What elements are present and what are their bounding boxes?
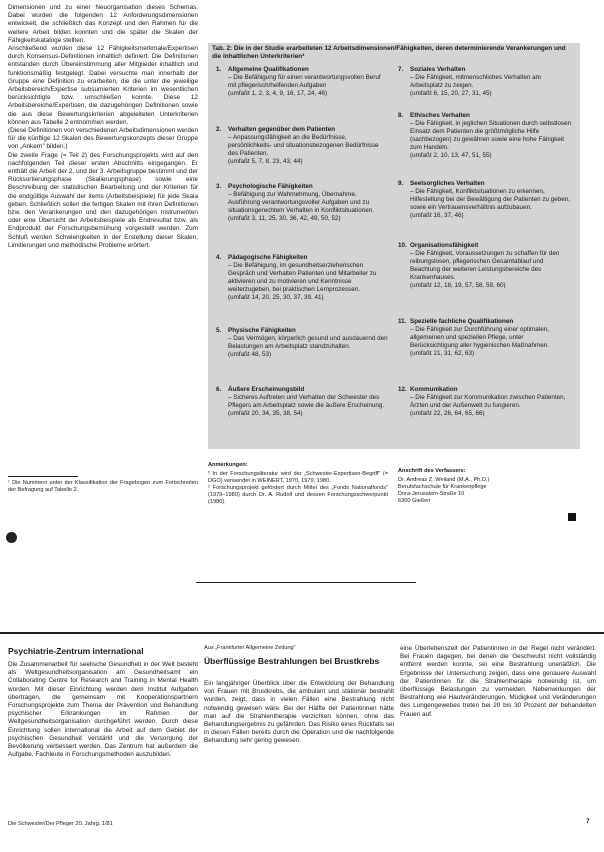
article1-body: Die Zusammenarbeit für seelische Gesundheit in der Welt besteht als Weltgesundheitsorganisation am Gesundheitsamt ein Collaborating Centre for Research and Training in Mental Health worden. Mit dieser Einrichtung werden dem Institut Aufgaben übertragen, die gemeinsam mit Kooperationspartnern Forschungsprojekte zum Thema der Prävention und Behandlung psychischer Erkrankungen im Rahmen der Weltgesundheitsorganisation durchgeführt werden. Durch diese Einrichtung sollen international die Arbeit auf dem Gebiet der psychischen Gesundheit verstärkt und die Versorgung der Bevölkerung verbessert werden. Das Zentrum hat außerdem die Aufgabe, Fachleute in Forschungsmethoden auszubilden. (8, 661, 198, 759)
table-item (216, 126, 390, 166)
article1-headline: Psychiatrie-Zentrum international (8, 646, 144, 656)
item-description: – Die Befähigung für einen verantwortungsvollen Beruf mit pflegerisch/helfenden Aufgaben (228, 73, 381, 89)
item-ref: (umfaßt 1, 2, 3, 4, 9, 16, 17, 24, 46) (228, 89, 328, 97)
footnote-rule (8, 476, 78, 477)
item-heading: Organisationsfähigkeit (410, 242, 479, 249)
table-title: Tab. 2: Die in der Studie erarbeiteten 12 Arbeitsdimensionen/Fähigkeiten, deren determinierende Verankerungen und die inhaltlichen Unterkriterien² (212, 45, 566, 60)
left-paragraph: Anschließend wurden diese 12 Fähigkeitsmerkmale/Expertisen durch Konsensus-Definitionen inhaltlich definiert. Die Definitionen entstanden durch Übereinstimmung aller Mitglieder inhaltlich und funktionsmäßig festgelegt. Dabei versuchte man innerhalb der Gruppe eine Definition zu erarbeiten, die die unter die jeweilige Arbeitsbereich/Expertise subsumierten Kriterien im wesentlichen berücksichtigte bzw. umschließen konnte. Diese 12 Arbeitsbereiche/Expertisen, die dazugehörigen Definitionen sowie die aus diese Bewertungskriterien abgeleiteten Unterkriterien können aus Tabelle 2 entnommen werden. (8, 45, 198, 126)
article2-body: Ein langjähriger Überblick über die Entwicklung der Behandlung von Frauen mit Brustkrebs, die ambulant und stationär bestrahlt wurden, zeigt, dass in vielen Fällen eine Bestrahlung nicht notwendig gewesen wäre. Bei der Hälfte der Patientinnen hätte man auf die Strahlentherapie verzichten können, ohne das Behandlungsergebnis zu gefährden. Das Risiko eines Rückfalls sei in diesen Fällen bereits durch die Operation und die nachfolgende Behandlung sehr gering gewesen. (204, 680, 394, 745)
notes-heading: Anmerkungen: (208, 462, 248, 468)
item-heading: Seelsorgliches Verhalten (410, 180, 485, 187)
item-description: – Die Fähigkeit, in jeglichen Situationen durch selbstlosen Einsatz dem Patienten die größtmögliche Hilfe (sachbezogen) zu gewähren sowie eine hohe Fähigkeit zum Handeln. (410, 119, 572, 151)
item-number: 5. (216, 327, 222, 334)
item-description: – Die Fähigkeit zur Kommunikation zwischen Patienten, Ärzten und der Außenwelt zu fungieren. (410, 393, 566, 409)
item-ref: (umfaßt 20, 34, 35, 38, 54) (228, 409, 303, 417)
item-ref: (umfaßt 21, 31, 62, 63) (410, 349, 475, 357)
table-item (216, 327, 390, 359)
item-ref: (umfaßt 48, 53) (228, 350, 272, 358)
table-item (398, 180, 572, 220)
left-paragraph: (Diese Definitionen von verschiedenen Arbeitsdimensionen werden für die künftige 12 Skalen des Bewertungskonzepts dieser Gruppe von „Ankern" bilden.) (8, 127, 198, 151)
item-ref: (umfaßt 22, 26, 64, 65, 66) (410, 409, 485, 417)
item-number: 4. (216, 254, 222, 261)
item-ref: (umfaßt 6, 15, 20, 27, 31, 45) (410, 89, 492, 97)
item-heading: Spezielle fachliche Qualifikationen (410, 318, 514, 325)
item-heading: Ethisches Verhalten (410, 112, 470, 119)
item-heading: Soziales Verhalten (410, 66, 466, 73)
item-number: 3. (216, 183, 222, 190)
article2-body-right: eine Überlebenszeit der Patientinnen in der Regel nicht verändert. Bei Frauen dagegen, bei denen die Geschwulst nicht vollständig entfernt werden konnte, sei eine Bestrahlung unerläßlich. Die Ergebnisse der Untersuchung zeigen, dass eine genauere Auswahl der Patientinnen für die Strahlentherapie notwendig ist, um überflüssige Belastungen zu vermeiden. Nebenwirkungen der Bestrahlung wie Hautveränderungen, Müdigkeit und Veränderungen des Lungengewebes treten bei 20 bis 30 Prozent der behandelten Frauen auf. (400, 645, 596, 718)
item-ref: (umfaßt 12, 18, 19, 57, 58, 59, 60) (410, 281, 506, 289)
item-number: 2. (216, 126, 222, 133)
item-description: – Das Vermögen, körperlich gesund und ausdauernd den Belastungen am Arbeitsplatz standzuhalten. (228, 334, 388, 350)
author-heading: Anschrift des Verfassers: (398, 468, 466, 474)
item-description: – Die Fähigkeit zur Durchführung einer optimalen, allgemeinen und speziellen Pflege, unter Berücksichtigung aller hygienischen Maßnahmen. (410, 325, 549, 349)
item-number: 12. (398, 386, 407, 393)
item-heading: Verhalten gegenüber dem Patienten (228, 126, 336, 133)
left-paragraph: Dimensionen und zu einer Neuorganisation dieses Schemas. Dabei wurden die folgenden 12 Anforderungsdimensionen entwickelt, die schließlich das Konzept und den Rahmen für die weitere Arbeit bilden konnten und die später die Skalen der Fähigkeitskataloge stellten. (8, 4, 198, 44)
item-number: 1. (216, 66, 222, 73)
table-item (216, 386, 390, 418)
item-heading: Kommunikation (410, 386, 458, 393)
article2-source: Aus „Frankfurter Allgemeine Zeitung" (204, 645, 296, 651)
item-ref: (umfaßt 14, 20, 25, 30, 37, 39, 41) (228, 293, 324, 301)
item-number: 10. (398, 242, 407, 249)
left-paragraph: Die zweite Frage (= Teil 2) des Forschungsprojekts wird auf den nachfolgenden Teil dieser ersten Abschnitts eingegangen. Er enthält die Arbeit der 2. und der 3. Arbeitsgruppe bestimmt und der Rücksortierungsphase (Skalierungsphase) sowie eine Beschreibung der statistischen Bearbeitung und der Kriterien für die endgültige Auswahl der items (Arbeitsbeispiele) für jede Skala geben. Schließlich sollen die fertigen Skalen mit ihren Definitionen bzw. den Verankerungen und den dazugehörigen Instrumenten oder eine Übersicht der Arbeitsbeispiele als Endresultat bzw. als Endprodukt der Forschungsbemühung vorgestellt werden. Zum Schluß werden Schwierigkeiten in der Erstellung dieser Skalen, Limitierungen und methodische Probleme erörtert. (8, 151, 198, 249)
item-heading: Allgemeine Qualifikationen (228, 66, 309, 73)
item-description: – Die Fähigkeit, Konfliktsituationen zu erkennen, Hilfestellung bei der Bewältigung der Patienten zu geben, sowie ein Vertrauensverhältnis aufzubauen. (410, 187, 570, 211)
table-item (398, 66, 572, 98)
table-item (398, 318, 572, 358)
table-item (216, 183, 390, 223)
table-item (216, 66, 390, 98)
item-number: 8. (398, 112, 404, 119)
item-number: 6. (216, 386, 222, 393)
table-item (216, 254, 390, 301)
left-footnote: ¹ Die Nummern unter der Klassifikation der Fragebogen zum Fortschreiten der Befragung auf Tabelle 2. (8, 480, 198, 493)
item-ref: (umfaßt 5, 7, 8, 23, 43, 44) (228, 157, 303, 165)
left-column (8, 4, 198, 250)
table-item (398, 386, 572, 418)
item-ref: (umfaßt 2, 10, 13, 47, 51, 55) (410, 151, 492, 159)
author-address: Dr. Andreas Z. Weiland (M.A., Ph.D.) Berufsfachschule für Krankenpflege Dora-Jerusalem-Straße 10 6300 Gießen (398, 477, 490, 504)
item-description: – Die Fähigkeit, mitmenschliches Verhalten am Arbeitsplatz zu zeigen. (410, 73, 541, 89)
section-divider (196, 582, 416, 583)
item-heading: Physische Fähigkeiten (228, 327, 296, 334)
item-ref: (umfaßt 3, 11, 25, 30, 36, 42, 49, 50, 52) (228, 214, 341, 222)
table-item (398, 112, 572, 159)
notes-text: ¹ In der Forschungsliteratur wird der „Schwester-Expertisen-Begriff" (= DGO) verwendet in WEINERT, 1970, 1979, 1980. ² Forschungsprojekt gefördert durch Mittel des „Fonds Nationalfonds" (1979–1980) durch Dr. A. Rudolf und dessen Forschungsschwerpunkt (1980). (208, 471, 388, 505)
item-number: 11. (398, 318, 407, 325)
item-ref: (umfaßt 16, 37, 46) (410, 211, 464, 219)
binder-hole (6, 532, 17, 543)
page-number: 7 (586, 818, 590, 825)
footer-publication: Die Schwester/Der Pfleger 20. Jahrg. 1/81 (8, 821, 113, 827)
item-number: 9. (398, 180, 404, 187)
item-description: – Befähigung zur Wahrnehmung, Übernahme, Ausführung verantwortungsvoller Aufgaben und zu situationsgerechtem Verhalten in Konfliktsituationen. (228, 190, 374, 214)
item-description: – Anpassungsfähigkeit an die Bedürfnisse, persönlichkeits- und situationsbezogenen Bedürfnisse des Patienten. (228, 133, 379, 157)
item-description: – Die Fähigkeit, Voraussetzungen zu schaffen für den reibungslosen, pflegerischen Gesamtablauf und Beachtung der weiteren Leistungsbereiche des Krankenhauses. (410, 249, 560, 281)
end-mark-square (568, 513, 576, 521)
item-description: – Sicheres Auftreten und Verhalten der Schwester des Pflegers am Arbeitsplatz sowie die äußere Erscheinung. (228, 393, 385, 409)
table-item (398, 242, 572, 289)
section-divider (0, 632, 604, 634)
item-number: 7. (398, 66, 404, 73)
article2-headline: Überflüssige Bestrahlungen bei Brustkrebs (204, 656, 380, 666)
item-description: – Die Befähigung, im gesundheitserzieherischen Gespräch und Verhalten Patienten und Mitarbeiter zu aktivieren und zu motivieren und Kenntnisse weiterzugeben, bei praktischen Lernprozessen. (228, 261, 377, 293)
item-heading: Äußere Erscheinungsbild (228, 386, 305, 393)
item-heading: Pädagogische Fähigkeiten (228, 254, 308, 261)
item-heading: Psychologische Fähigkeiten (228, 183, 313, 190)
